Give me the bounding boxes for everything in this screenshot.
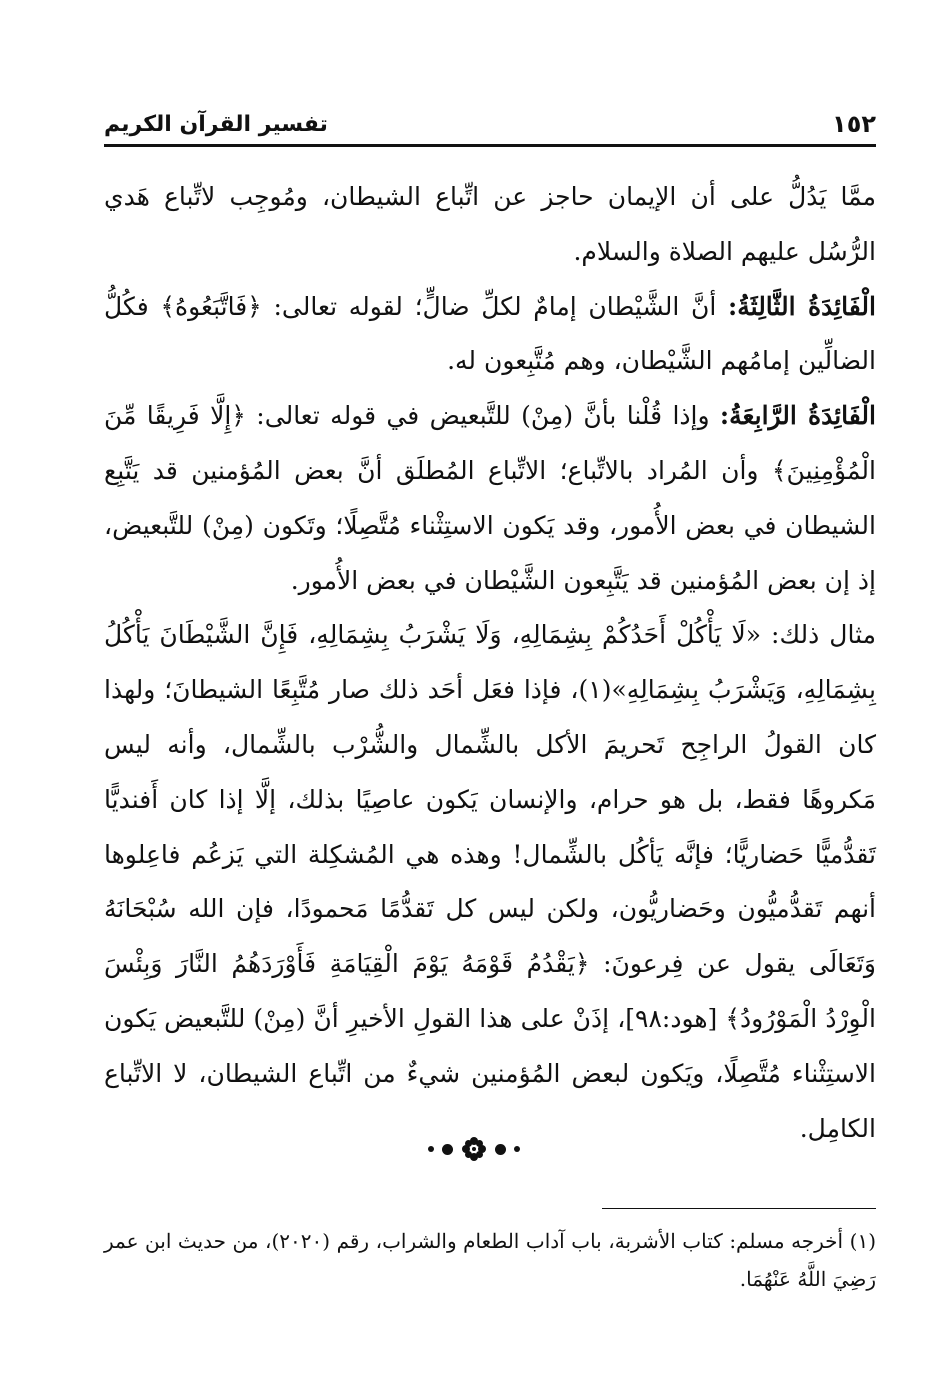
footnotes [104, 1222, 876, 1302]
paragraph-text: وإذا قُلْنا بأنَّ (مِنْ) للتَّبعيض في قوله تعالى: ﴿إِلَّا فَرِيقًا مِّنَ الْمُؤْمِنِينَ﴾ وأن المُراد بالاتِّباع؛ الاتِّباع المُطلَق أنَّ بعض المُؤمنين قد يَتَّبِع الشيطان في بعض الأُمور، وقد يَكون الاستِثْناء مُتَّصِلًا؛ وتَكون (مِنْ) للتَّبعيض، إذ إن بعض المُؤمنين قد يَتَّبِعون الشَّيْطان في بعض الأُمور. [104, 401, 876, 595]
footnote: (١) أخرجه مسلم: كتاب الأشربة، باب آداب الطعام والشراب، رقم (٢٠٢٠)، من حديث ابن عمر رَضِيَ اللَّهُ عَنْهُمَا. [104, 1229, 877, 1291]
paragraph-lead: الْفَائِدَةُ الثَّالِثَةُ: [728, 291, 876, 321]
section-separator [424, 1134, 524, 1164]
large-dot-icon [442, 1144, 453, 1155]
small-dot-icon [428, 1146, 434, 1152]
paragraph [104, 608, 876, 1156]
large-dot-icon [495, 1144, 506, 1155]
paragraph-lead: الْفَائِدَةُ الرَّابِعَةُ: [719, 401, 876, 431]
small-dot-icon [514, 1146, 520, 1152]
footnote-rule [602, 1208, 876, 1209]
header-rule [104, 144, 876, 147]
page-number: ١٥٢ [832, 110, 876, 138]
running-title: تفسير القرآن الكريم [104, 112, 328, 137]
paragraph [104, 280, 876, 390]
paragraph-text: ممَّا يَدُلُّ على أن الإيمان حاجز عن اتِّباع الشيطان، ومُوجِب لاتِّباع هَدي الرُّسُل عليهم الصلاة والسلام. [104, 182, 876, 266]
paragraph [104, 170, 876, 280]
page-header [104, 110, 876, 140]
flower-ornament-icon [461, 1136, 487, 1162]
paragraph-text: أنَّ الشَّيْطان إمامٌ لكلِّ ضالٍّ؛ لقوله تعالى: ﴿فَاتَّبَعُوهُ﴾ فكُلُّ الضالِّين إمامُهم الشَّيْطان، وهم مُتَّبِعون له. [104, 291, 876, 376]
paragraph-text: مثال ذلك: «لَا يَأْكُلْ أَحَدُكُمْ بِشِمَالِهِ، وَلَا يَشْرَبُ بِشِمَالِهِ، فَإِنَّ الشَّيْطَانَ يَأْكُلُ بِشِمَالِهِ، وَيَشْرَبُ بِشِمَالِهِ»(١)، فإذا فعَل أحَد ذلك صار مُتَّبِعًا الشيطانَ؛ ولهذا كان القولُ الراجِح تَحريمَ الأكل بالشِّمال والشُّرْب بالشِّمال، وأنه ليس مَكروهًا فقط، بل هو حرام، والإنسان يَكون عاصِيًا بذلك، إلَّا إذا كان أَفنديًّا تَقدُّميًّا حَضاريًّا؛ فإنَّه يَأكُل بالشِّمال! وهذه هي المُشكِلة التي يَزعُم فاعِلوها أنهم تَقدُّميُّون وحَضاريُّون، ولكن ليس كل تَقدُّمًا مَحمودًا، فإن الله سُبْحَانَهُ وَتَعَالَى يقول عن فِرعونَ: ﴿يَقْدُمُ قَوْمَهُ يَوْمَ الْقِيَامَةِ فَأَوْرَدَهُمُ النَّارَ وَبِئْسَ الْوِرْدُ الْمَوْرُودُ﴾ [هود:٩٨]، إذَنْ على هذا القولِ الأخيرِ أنَّ (مِنْ) للتَّبعيض يَكون الاستِثْناء مُتَّصِلًا، ويَكون لبعض المُؤمنين شيءٌ من اتِّباع الشيطان، لا الاتِّباع الكامِل. [104, 620, 876, 1143]
paragraph [104, 389, 876, 608]
main-text [104, 170, 876, 1143]
